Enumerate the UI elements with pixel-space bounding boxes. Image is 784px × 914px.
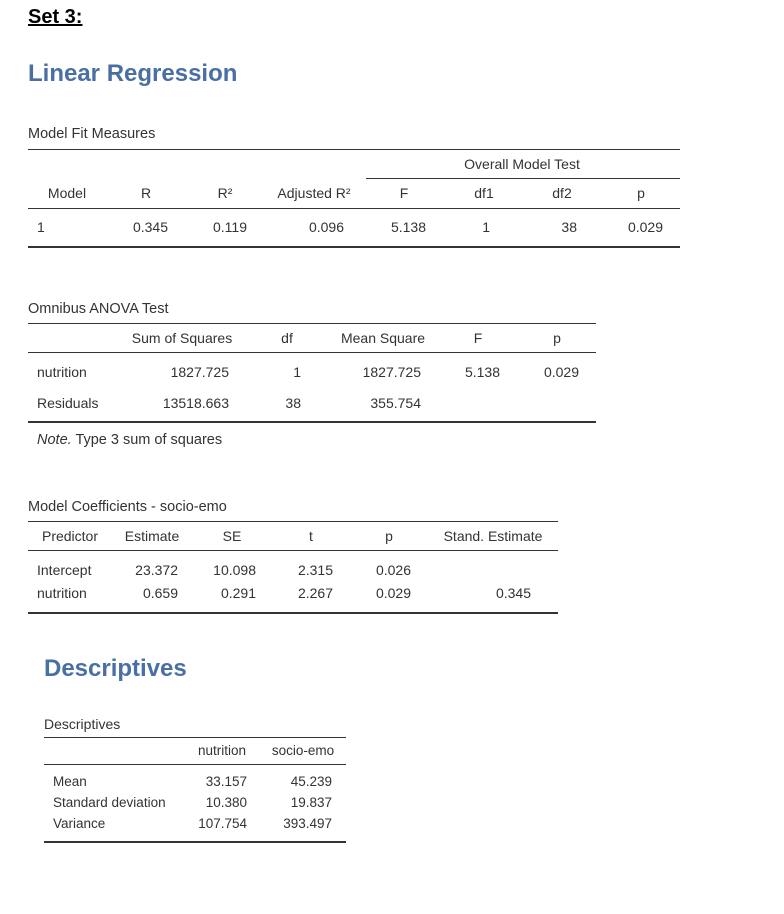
table-cell: 38 [561, 219, 577, 235]
table-cell: 0.029 [627, 219, 663, 235]
overall-model-test-rule [366, 178, 680, 179]
table-cell: 5.138 [390, 219, 426, 235]
table-cell: Variance [53, 816, 106, 831]
descriptives-header-rule [44, 764, 346, 765]
col-header: p [553, 330, 561, 346]
coefficients-bottom-rule [28, 612, 558, 614]
table-cell: 1827.725 [170, 364, 229, 380]
anova-bottom-rule [28, 421, 596, 423]
table-cell: 45.239 [290, 774, 332, 789]
overall-model-test-header: Overall Model Test [464, 156, 580, 172]
col-header: t [309, 528, 313, 544]
table-cell: 10.380 [205, 795, 247, 810]
coefficients-caption: Model Coefficients - socio-emo [28, 499, 227, 515]
anova-caption: Omnibus ANOVA Test [28, 301, 169, 317]
anova-header-rule [28, 352, 596, 353]
model-fit-header-rule [28, 208, 680, 209]
table-cell: 19.837 [290, 795, 332, 810]
col-header: Sum of Squares [131, 330, 233, 346]
col-header: SE [222, 528, 242, 544]
table-cell: Intercept [37, 562, 92, 578]
anova-top-rule [28, 323, 596, 324]
table-cell: 38 [285, 395, 301, 411]
linear-regression-heading: Linear Regression [28, 60, 238, 87]
table-cell: 107.754 [198, 816, 247, 831]
table-cell: 5.138 [464, 364, 500, 380]
table-cell: 0.029 [375, 585, 411, 601]
table-cell: Standard deviation [53, 795, 166, 810]
col-header: Predictor [41, 528, 99, 544]
table-cell: 13518.663 [162, 395, 229, 411]
col-header: df [281, 330, 293, 346]
table-cell: 0.119 [213, 219, 247, 235]
col-header: socio-emo [271, 743, 335, 758]
table-cell: 2.315 [297, 562, 333, 578]
coefficients-header-rule [28, 550, 558, 551]
descriptives-top-rule [44, 737, 346, 738]
col-header: Mean Square [340, 330, 426, 346]
table-cell: 1 [293, 364, 301, 380]
table-cell: 1827.725 [362, 364, 421, 380]
anova-note [37, 432, 222, 448]
col-header: Stand. Estimate [443, 528, 543, 544]
col-header: Estimate [124, 528, 180, 544]
note-text: Type 3 sum of squares [71, 432, 223, 448]
descriptives-bottom-rule [44, 841, 346, 843]
col-header: Adjusted R² [277, 185, 351, 201]
col-header: p [385, 528, 393, 544]
table-cell: Mean [53, 774, 87, 789]
table-cell: 2.267 [297, 585, 333, 601]
table-cell: 393.497 [283, 816, 332, 831]
descriptives-caption: Descriptives [44, 716, 121, 732]
note-label: Note. [37, 432, 72, 448]
table-cell: 0.026 [375, 562, 411, 578]
table-cell: 0.659 [142, 585, 178, 601]
col-header: R² [217, 185, 233, 201]
col-header: p [637, 185, 645, 201]
table-cell: 33.157 [205, 774, 247, 789]
table-cell: 1 [482, 219, 490, 235]
table-cell: 0.345 [495, 585, 531, 601]
table-cell: 0.291 [220, 585, 256, 601]
col-header: R [140, 185, 152, 201]
table-cell: 0.096 [308, 219, 344, 235]
col-header: df2 [552, 185, 572, 201]
table-cell: 355.754 [370, 395, 421, 411]
table-cell: 0.345 [132, 219, 168, 235]
model-fit-top-rule [28, 149, 680, 150]
table-cell: 10.098 [213, 562, 256, 578]
table-cell: 1 [37, 219, 45, 235]
descriptives-heading: Descriptives [44, 655, 187, 682]
model-fit-caption: Model Fit Measures [28, 126, 156, 142]
col-header: df1 [474, 185, 494, 201]
col-header: F [399, 185, 409, 201]
table-cell: nutrition [37, 585, 87, 601]
coefficients-top-rule [28, 521, 558, 522]
table-cell: 23.372 [135, 562, 178, 578]
model-fit-bottom-rule [28, 246, 680, 248]
table-cell: Residuals [37, 395, 99, 411]
col-header: Model [47, 185, 87, 201]
table-cell: 0.029 [543, 364, 579, 380]
col-header: nutrition [197, 743, 247, 758]
set-title: Set 3: [28, 6, 83, 28]
table-cell: nutrition [37, 364, 87, 380]
col-header: F [473, 330, 483, 346]
